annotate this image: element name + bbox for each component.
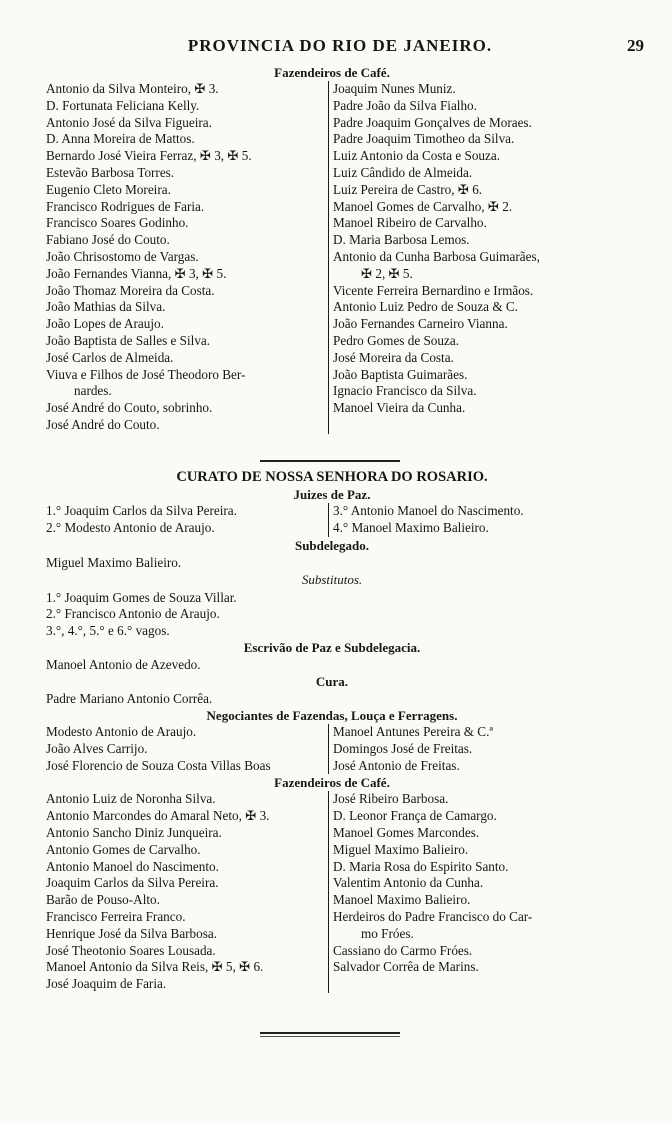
list-item: mo Fróes. bbox=[361, 925, 414, 941]
list-item: Vicente Ferreira Bernardino e Irmãos. bbox=[333, 282, 534, 298]
section-curato bbox=[46, 468, 618, 993]
list-item: João Alves Carrijo. bbox=[46, 740, 148, 756]
divider-rule bbox=[260, 1036, 400, 1037]
list-item: João Thomaz Moreira da Costa. bbox=[46, 282, 215, 298]
list-item: Barão de Pouso-Alto. bbox=[46, 892, 160, 908]
list-item: Luiz Pereira de Castro, ✠ 6. bbox=[333, 181, 483, 197]
list-item: Antonio Luiz Pedro de Souza & C. bbox=[333, 299, 518, 315]
list-item: Manoel Antunes Pereira & C.ª bbox=[333, 723, 494, 739]
juizes-list bbox=[46, 503, 618, 537]
page-title: PROVINCIA DO RIO DE JANEIRO. bbox=[187, 36, 493, 55]
list-item: D. Leonor França de Camargo. bbox=[333, 808, 497, 824]
list-item: Henrique José da Silva Barbosa. bbox=[46, 925, 218, 941]
right-column bbox=[328, 81, 618, 434]
list-item: Antonio da Silva Monteiro, ✠ 3. bbox=[46, 81, 219, 96]
list-item: João Fernandes Carneiro Vianna. bbox=[333, 316, 508, 332]
list-item: José Moreira da Costa. bbox=[333, 349, 454, 365]
list-item: Estevão Barbosa Torres. bbox=[46, 164, 175, 180]
list-item: Viuva e Filhos de José Theodoro Ber- bbox=[46, 366, 246, 382]
list-item: Antonio Manoel do Nascimento. bbox=[46, 858, 219, 874]
subdelegado-name: Miguel Maximo Balieiro. bbox=[46, 554, 182, 570]
list-item: Manoel Antonio da Silva Reis, ✠ 5, ✠ 6. bbox=[46, 959, 264, 975]
list-item: Luiz Antonio da Costa e Souza. bbox=[333, 148, 501, 164]
list-item: Luiz Cândido de Almeida. bbox=[333, 164, 473, 180]
list-item: João Lopes de Araujo. bbox=[46, 316, 164, 332]
list-item bbox=[333, 417, 618, 434]
list-item: José Florencio de Souza Costa Villas Boas bbox=[46, 757, 271, 773]
list-item: 3.°, 4.°, 5.° e 6.° vagos. bbox=[46, 623, 170, 639]
list-item: José Antonio de Freitas. bbox=[333, 757, 460, 773]
list-item: José Theotonio Soares Lousada. bbox=[46, 942, 216, 958]
list-item bbox=[333, 976, 618, 993]
list-item: Domingos José de Freitas. bbox=[333, 740, 473, 756]
list-item: Francisco Soares Godinho. bbox=[46, 215, 189, 231]
list-item: 1.° Joaquim Carlos da Silva Pereira. bbox=[46, 503, 237, 518]
list-item: José André do Couto. bbox=[46, 416, 160, 432]
list-item: Antonio José da Silva Figueira. bbox=[46, 114, 212, 130]
two-column-list bbox=[46, 81, 618, 434]
list-item: José Joaquim de Faria. bbox=[46, 976, 167, 992]
list-item: Antonio Luiz de Noronha Silva. bbox=[46, 791, 216, 807]
right-column bbox=[328, 791, 618, 993]
fazendeiros-list bbox=[46, 791, 618, 993]
right-column bbox=[328, 724, 618, 774]
list-item: Manoel Ribeiro de Carvalho. bbox=[333, 215, 487, 231]
list-item: Padre João da Silva Fialho. bbox=[333, 97, 477, 113]
divider-rule bbox=[260, 1032, 400, 1034]
list-item: 1.° Joaquim Gomes de Souza Villar. bbox=[46, 589, 237, 605]
left-column bbox=[46, 791, 328, 993]
list-item: D. Maria Barbosa Lemos. bbox=[333, 232, 470, 248]
list-item: Bernardo José Vieira Ferraz, ✠ 3, ✠ 5. bbox=[46, 148, 252, 164]
curato-title: CURATO DE NOSSA SENHORA DO ROSARIO. bbox=[176, 469, 488, 485]
section-heading: Fazendeiros de Café. bbox=[274, 65, 390, 80]
left-column bbox=[46, 81, 328, 434]
list-item: ✠ 2, ✠ 5. bbox=[361, 265, 413, 281]
list-item: 2.° Francisco Antonio de Araujo. bbox=[46, 606, 220, 622]
list-item: 3.° Antonio Manoel do Nascimento. bbox=[333, 503, 524, 518]
list-item: José Ribeiro Barbosa. bbox=[333, 791, 449, 807]
divider-rule bbox=[260, 460, 400, 462]
subdelegado-heading: Subdelegado. bbox=[294, 537, 370, 553]
list-item: Padre Joaquim Timotheo da Silva. bbox=[333, 131, 515, 147]
escrivao-name: Manoel Antonio de Azevedo. bbox=[46, 656, 201, 672]
list-item: Fabiano José do Couto. bbox=[46, 232, 170, 248]
list-item: Manoel Vieira da Cunha. bbox=[333, 400, 466, 416]
list-item: Antonio Marcondes do Amaral Neto, ✠ 3. bbox=[46, 808, 270, 824]
cura-heading: Cura. bbox=[315, 673, 349, 689]
list-item: Antonio da Cunha Barbosa Guimarães, bbox=[333, 248, 540, 264]
cura-name: Padre Mariano Antonio Corrêa. bbox=[46, 690, 213, 706]
page-number: 29 bbox=[627, 36, 644, 55]
list-item: Joaquim Nunes Muniz. bbox=[333, 81, 456, 96]
list-item: Miguel Maximo Balieiro. bbox=[333, 841, 469, 857]
substitutos-list bbox=[46, 589, 618, 639]
list-item: Eugenio Cleto Moreira. bbox=[46, 181, 171, 197]
juizes-heading: Juizes de Paz. bbox=[293, 487, 371, 502]
list-item: Manoel Maximo Balieiro. bbox=[333, 892, 471, 908]
list-item: Manoel Gomes de Carvalho, ✠ 2. bbox=[333, 198, 513, 214]
list-item: D. Maria Rosa do Espirito Santo. bbox=[333, 858, 509, 874]
list-item: Francisco Ferreira Franco. bbox=[46, 908, 186, 924]
left-column bbox=[46, 503, 328, 537]
list-item: nardes. bbox=[74, 383, 112, 399]
list-item: Cassiano do Carmo Fróes. bbox=[333, 942, 473, 958]
list-item: Valentim Antonio da Cunha. bbox=[333, 875, 484, 891]
list-item: José Carlos de Almeida. bbox=[46, 349, 174, 365]
negociantes-heading: Negociantes de Fazendas, Louça e Ferragens. bbox=[206, 707, 458, 723]
list-item: Salvador Corrêa de Marins. bbox=[333, 959, 479, 975]
list-item: Herdeiros do Padre Francisco do Car- bbox=[333, 908, 533, 924]
list-item: João Fernandes Vianna, ✠ 3, ✠ 5. bbox=[46, 265, 227, 281]
list-item: D. Anna Moreira de Mattos. bbox=[46, 131, 195, 147]
list-item: Pedro Gomes de Souza. bbox=[333, 332, 459, 348]
section-fazendeiros-1 bbox=[46, 64, 618, 434]
list-item: 4.° Manoel Maximo Balieiro. bbox=[333, 519, 489, 535]
escrivao-heading: Escrivão de Paz e Subdelegacia. bbox=[243, 639, 421, 655]
list-item: Francisco Rodrigues de Faria. bbox=[46, 198, 205, 214]
list-item: João Baptista Guimarães. bbox=[333, 366, 468, 382]
list-item: Padre Joaquim Gonçalves de Moraes. bbox=[333, 114, 532, 130]
list-item: João Mathias da Silva. bbox=[46, 299, 166, 315]
list-item: João Baptista de Salles e Silva. bbox=[46, 332, 211, 348]
substitutos-heading: Substitutos. bbox=[301, 571, 363, 587]
right-column bbox=[328, 503, 618, 537]
list-item: Ignacio Francisco da Silva. bbox=[333, 383, 477, 399]
fazendeiros-heading: Fazendeiros de Café. bbox=[274, 775, 390, 791]
list-item: José André do Couto, sobrinho. bbox=[46, 400, 213, 416]
list-item: D. Fortunata Feliciana Kelly. bbox=[46, 97, 200, 113]
list-item: João Chrisostomo de Vargas. bbox=[46, 248, 199, 264]
list-item: Antonio Gomes de Carvalho. bbox=[46, 841, 201, 857]
list-item: Manoel Gomes Marcondes. bbox=[333, 824, 480, 840]
left-column bbox=[46, 724, 328, 774]
negociantes-list bbox=[46, 724, 618, 774]
list-item: Antonio Sancho Diniz Junqueira. bbox=[46, 824, 222, 840]
list-item: Joaquim Carlos da Silva Pereira. bbox=[46, 875, 219, 891]
list-item: 2.° Modesto Antonio de Araujo. bbox=[46, 519, 215, 535]
list-item: Modesto Antonio de Araujo. bbox=[46, 723, 197, 739]
